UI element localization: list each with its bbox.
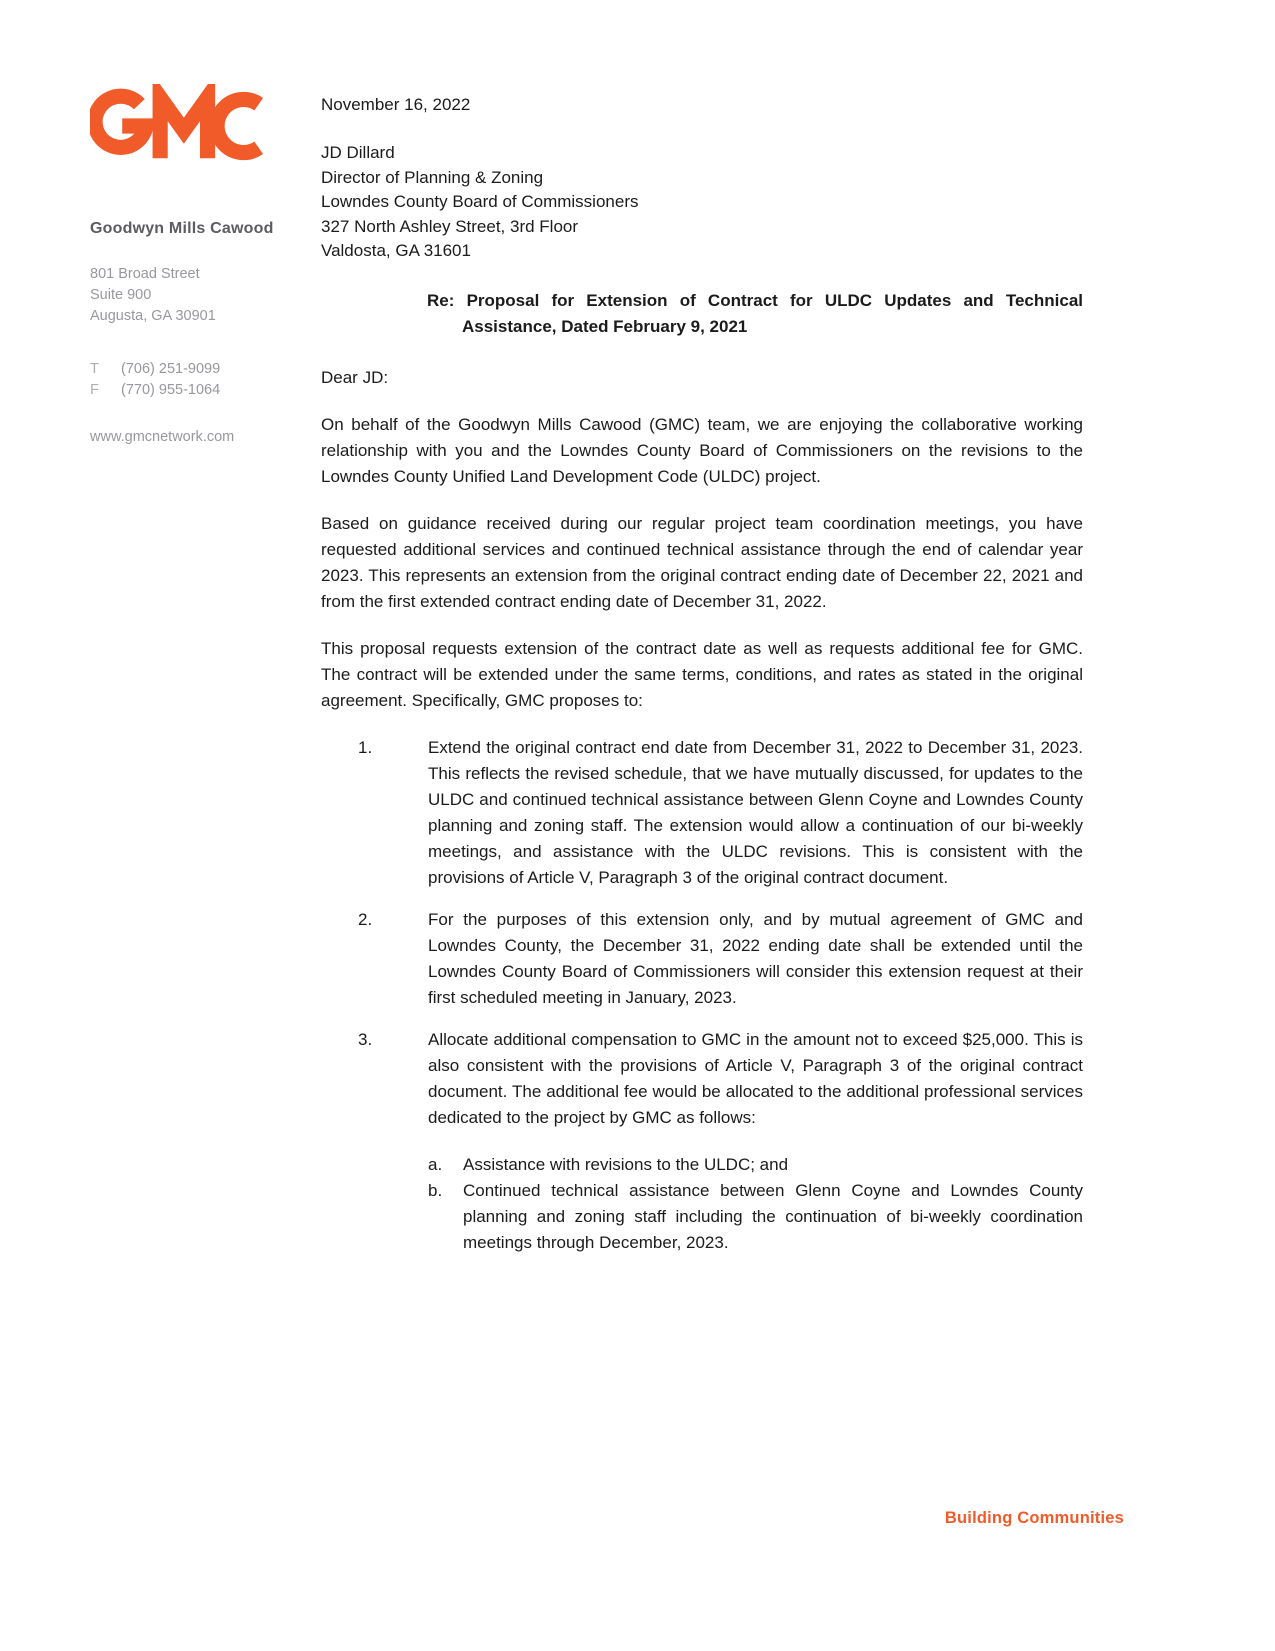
date-line: November 16, 2022 xyxy=(321,95,471,114)
address-line: Suite 900 xyxy=(90,287,152,303)
sub-item-text: Assistance with revisions to the ULDC; and xyxy=(463,1154,789,1174)
sub-item-b xyxy=(428,1178,1083,1256)
sub-item-text: Continued technical assistance between Glenn Coyne and Lowndes County planning and zoning staff including the continuation of bi-weekly coordination meetings through December, 2023. xyxy=(463,1180,1083,1252)
address-line: Augusta, GA 30901 xyxy=(90,308,216,324)
recipient-name: JD Dillard xyxy=(321,143,395,162)
item-text: For the purposes of this extension only, and by mutual agreement of GMC and Lowndes County, the December 31, 2022 ending date shall be extended until the Lowndes County Board of Commissioners will consider this extension request at their first scheduled meeting in January, 2023. xyxy=(428,909,1083,1007)
recipient-block xyxy=(321,141,1083,264)
address-block xyxy=(90,264,290,327)
body-paragraph: This proposal requests extension of the contract date as well as requests additional fee for GMC. The contract will be extended under the same terms, conditions, and rates as stated in the original agreement. Specifically, GMC proposes to: xyxy=(321,638,1083,710)
fax-number: (770) 955-1064 xyxy=(121,382,221,398)
item-number: 2. xyxy=(358,909,373,929)
numbered-item-3 xyxy=(321,1027,1083,1256)
footer-tagline: Building Communities xyxy=(944,1509,1124,1527)
recipient-title: Director of Planning & Zoning xyxy=(321,167,544,187)
sub-item-marker: a. xyxy=(428,1154,443,1174)
body-paragraph: Based on guidance received during our regular project team coordination meetings, you have requested additional services and continued technical assistance through the end of calendar year 2023. This represents an extension from the original contract ending date of December 22, 2021 and from the first extended contract ending date of December 31, 2022. xyxy=(321,513,1083,611)
letterhead-sidebar xyxy=(90,84,290,448)
recipient-organization: Lowndes County Board of Commissioners xyxy=(321,192,639,211)
address-line: 801 Broad Street xyxy=(90,266,200,282)
sub-list xyxy=(428,1152,1083,1256)
subject-line: Re: Proposal for Extension of Contract for ULDC Updates and Technical Assistance, Dated February 9, 2021 xyxy=(427,290,1083,336)
company-name: Goodwyn Mills Cawood xyxy=(90,220,274,237)
recipient-street: 327 North Ashley Street, 3rd Floor xyxy=(321,216,579,236)
numbered-item-2 xyxy=(321,907,1083,1011)
phone-number: (706) 251-9099 xyxy=(121,361,221,377)
item-text: Extend the original contract end date from December 31, 2022 to December 31, 2023. This reflects the revised schedule, that we have mutually discussed, for updates to the ULDC and continued technical assistance between Glenn Coyne and Lowndes County planning and zoning staff. The extension would allow a continuation of our bi-weekly meetings, and assistance with the ULDC revisions. This is consistent with the provisions of Article V, Paragraph 3 of the original contract document. xyxy=(428,737,1083,887)
recipient-city: Valdosta, GA 31601 xyxy=(321,241,471,260)
contact-block xyxy=(90,359,290,401)
phone-row xyxy=(90,359,290,380)
item-body-3 xyxy=(428,1027,1083,1256)
numbered-item-1 xyxy=(321,735,1083,891)
fax-label: F xyxy=(90,382,99,398)
letter-content xyxy=(321,92,1083,1256)
gmc-logo xyxy=(90,84,290,168)
website-url: www.gmcnetwork.com xyxy=(90,429,235,445)
body-paragraph: On behalf of the Goodwyn Mills Cawood (GMC) team, we are enjoying the collaborative working relationship with you and the Lowndes County Board of Commissioners on the revisions to the Lowndes County Unified Land Development Code (ULDC) project. xyxy=(321,414,1083,486)
phone-label: T xyxy=(90,361,99,377)
item-text: Allocate additional compensation to GMC in the amount not to exceed $25,000. This is also consistent with the provisions of Article V, Paragraph 3 of the original contract document. The additional fee would be allocated to the additional professional services dedicated to the project by GMC as follows: xyxy=(428,1029,1083,1127)
sub-item-a xyxy=(428,1152,1083,1178)
item-number: 1. xyxy=(358,737,373,757)
sub-item-marker: b. xyxy=(428,1180,443,1200)
fax-row xyxy=(90,380,290,401)
gmc-logo-icon xyxy=(90,84,272,168)
salutation: Dear JD: xyxy=(321,367,389,387)
item-number: 3. xyxy=(358,1029,373,1049)
